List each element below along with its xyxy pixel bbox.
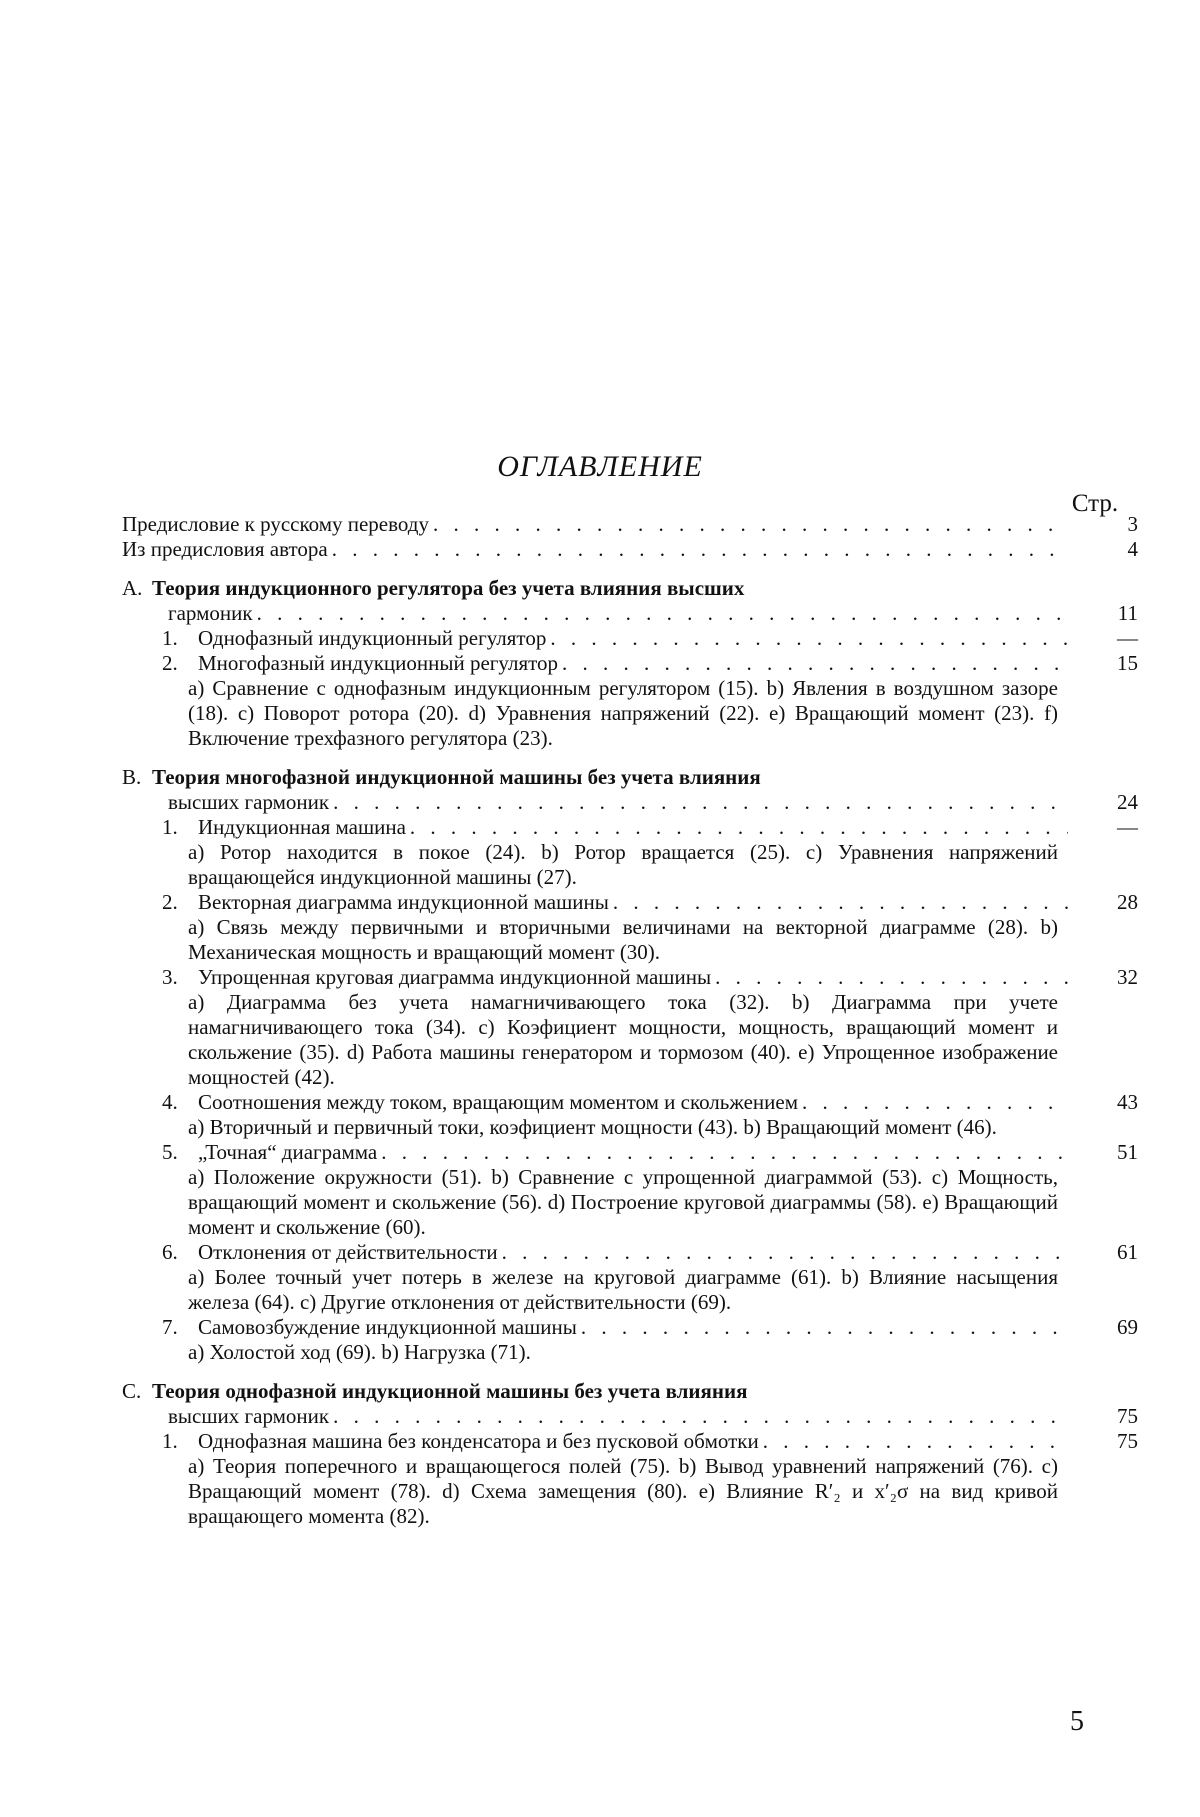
section-title: С. Теория однофазной индукционной машины без учета влияния <box>122 1379 748 1403</box>
toc-entry: 4. Соотношения между током, вращающим моментом и скольжением . . . 43 <box>122 1090 1138 1115</box>
toc-entry: Из предисловия автора . . . 4 <box>122 537 1138 562</box>
section-b <box>122 765 1138 1365</box>
toc-subentries: а) Ротор находится в покое (24). b) Ротор вращается (25). с) Уравнения напряжений вращающейся индукционной машины (27). <box>188 840 1058 889</box>
page-title: ОГЛАВЛЕНИЕ <box>497 450 703 483</box>
toc-entry: 6. Отклонения от действительности . . . 61 <box>122 1240 1138 1265</box>
section-c <box>122 1379 1138 1529</box>
toc-subentries: а) Диаграмма без учета намагничивающего тока (32). b) Диаграмма при учете намагничивающего тока (34). с) Коэфициент мощности, мощность, вращающий момент и скольжение (35). d) Работа машины генератором и тормозом (40). е) Упрощенное изображение мощностей (42). <box>188 990 1058 1089</box>
toc-subentries: а) Теория поперечного и вращающегося полей (75). b) Вывод уравнений напряжений (76). с) Вращающий момент (78). d) Схема замещения (80). е) Влияние R′₂ и x′₂σ на вид кривой вращающего момента (82). <box>188 1454 1058 1528</box>
toc-entry: 1. Однофазная машина без конденсатора и без пусковой обмотки . . . 75 <box>122 1429 1138 1454</box>
toc-entry: 5. „Точная“ диаграмма . . . 51 <box>122 1140 1138 1165</box>
toc-entry: 2. Векторная диаграмма индукционной машины . . . 28 <box>122 890 1138 915</box>
table-of-contents <box>122 512 1138 1529</box>
toc-entry: Предисловие к русскому переводу . . . 3 <box>122 512 1138 537</box>
section-title: А. Теория индукционного регулятора без учета влияния высших <box>122 576 745 600</box>
toc-subentries: а) Связь между первичными и вторичными величинами на векторной диаграмме (28). b) Механическая мощность и вращающий момент (30). <box>188 915 1058 964</box>
section-title-cont: гармоник . . . 11 <box>122 601 1138 626</box>
page-number: 5 <box>1070 1706 1084 1737</box>
toc-entry: 1. Индукционная машина . . . — <box>122 815 1138 840</box>
toc-entry: 2. Многофазный индукционный регулятор . . . 15 <box>122 651 1138 676</box>
section-title-cont: высших гармоник . . . 24 <box>122 790 1138 815</box>
toc-entry: 3. Упрощенная круговая диаграмма индукционной машины . . . 32 <box>122 965 1138 990</box>
toc-subentries: а) Холостой ход (69). b) Нагрузка (71). <box>188 1340 531 1364</box>
toc-subentries: а) Положение окружности (51). b) Сравнение с упрощенной диаграммой (53). с) Мощность, вращающий момент и скольжение (56). d) Построение круговой диаграммы (58). е) Вращающий момент и скольжение (60). <box>188 1165 1058 1239</box>
toc-entry: 1. Однофазный индукционный регулятор . . . — <box>122 626 1138 651</box>
toc-subentries: а) Сравнение с однофазным индукционным регулятором (15). b) Явления в воздушном зазоре (18). с) Поворот ротора (20). d) Уравнения напряжений (22). е) Вращающий момент (23). f) Включение трехфазного регулятора (23). <box>188 676 1058 750</box>
page-column-label: Стр. <box>1071 490 1119 517</box>
section-title: В. Теория многофазной индукционной машины без учета влияния <box>122 765 761 789</box>
toc-entry: 7. Самовозбуждение индукционной машины . . . 69 <box>122 1315 1138 1340</box>
toc-subentries: а) Более точный учет потерь в железе на круговой диаграмме (61). b) Влияние насыщения железа (64). с) Другие отклонения от действительности (69). <box>188 1265 1058 1314</box>
section-title-cont: высших гармоник . . . 75 <box>122 1404 1138 1429</box>
section-a <box>122 576 1138 751</box>
toc-subentries: а) Вторичный и первичный токи, коэфициент мощности (43). b) Вращающий момент (46). <box>188 1115 997 1139</box>
